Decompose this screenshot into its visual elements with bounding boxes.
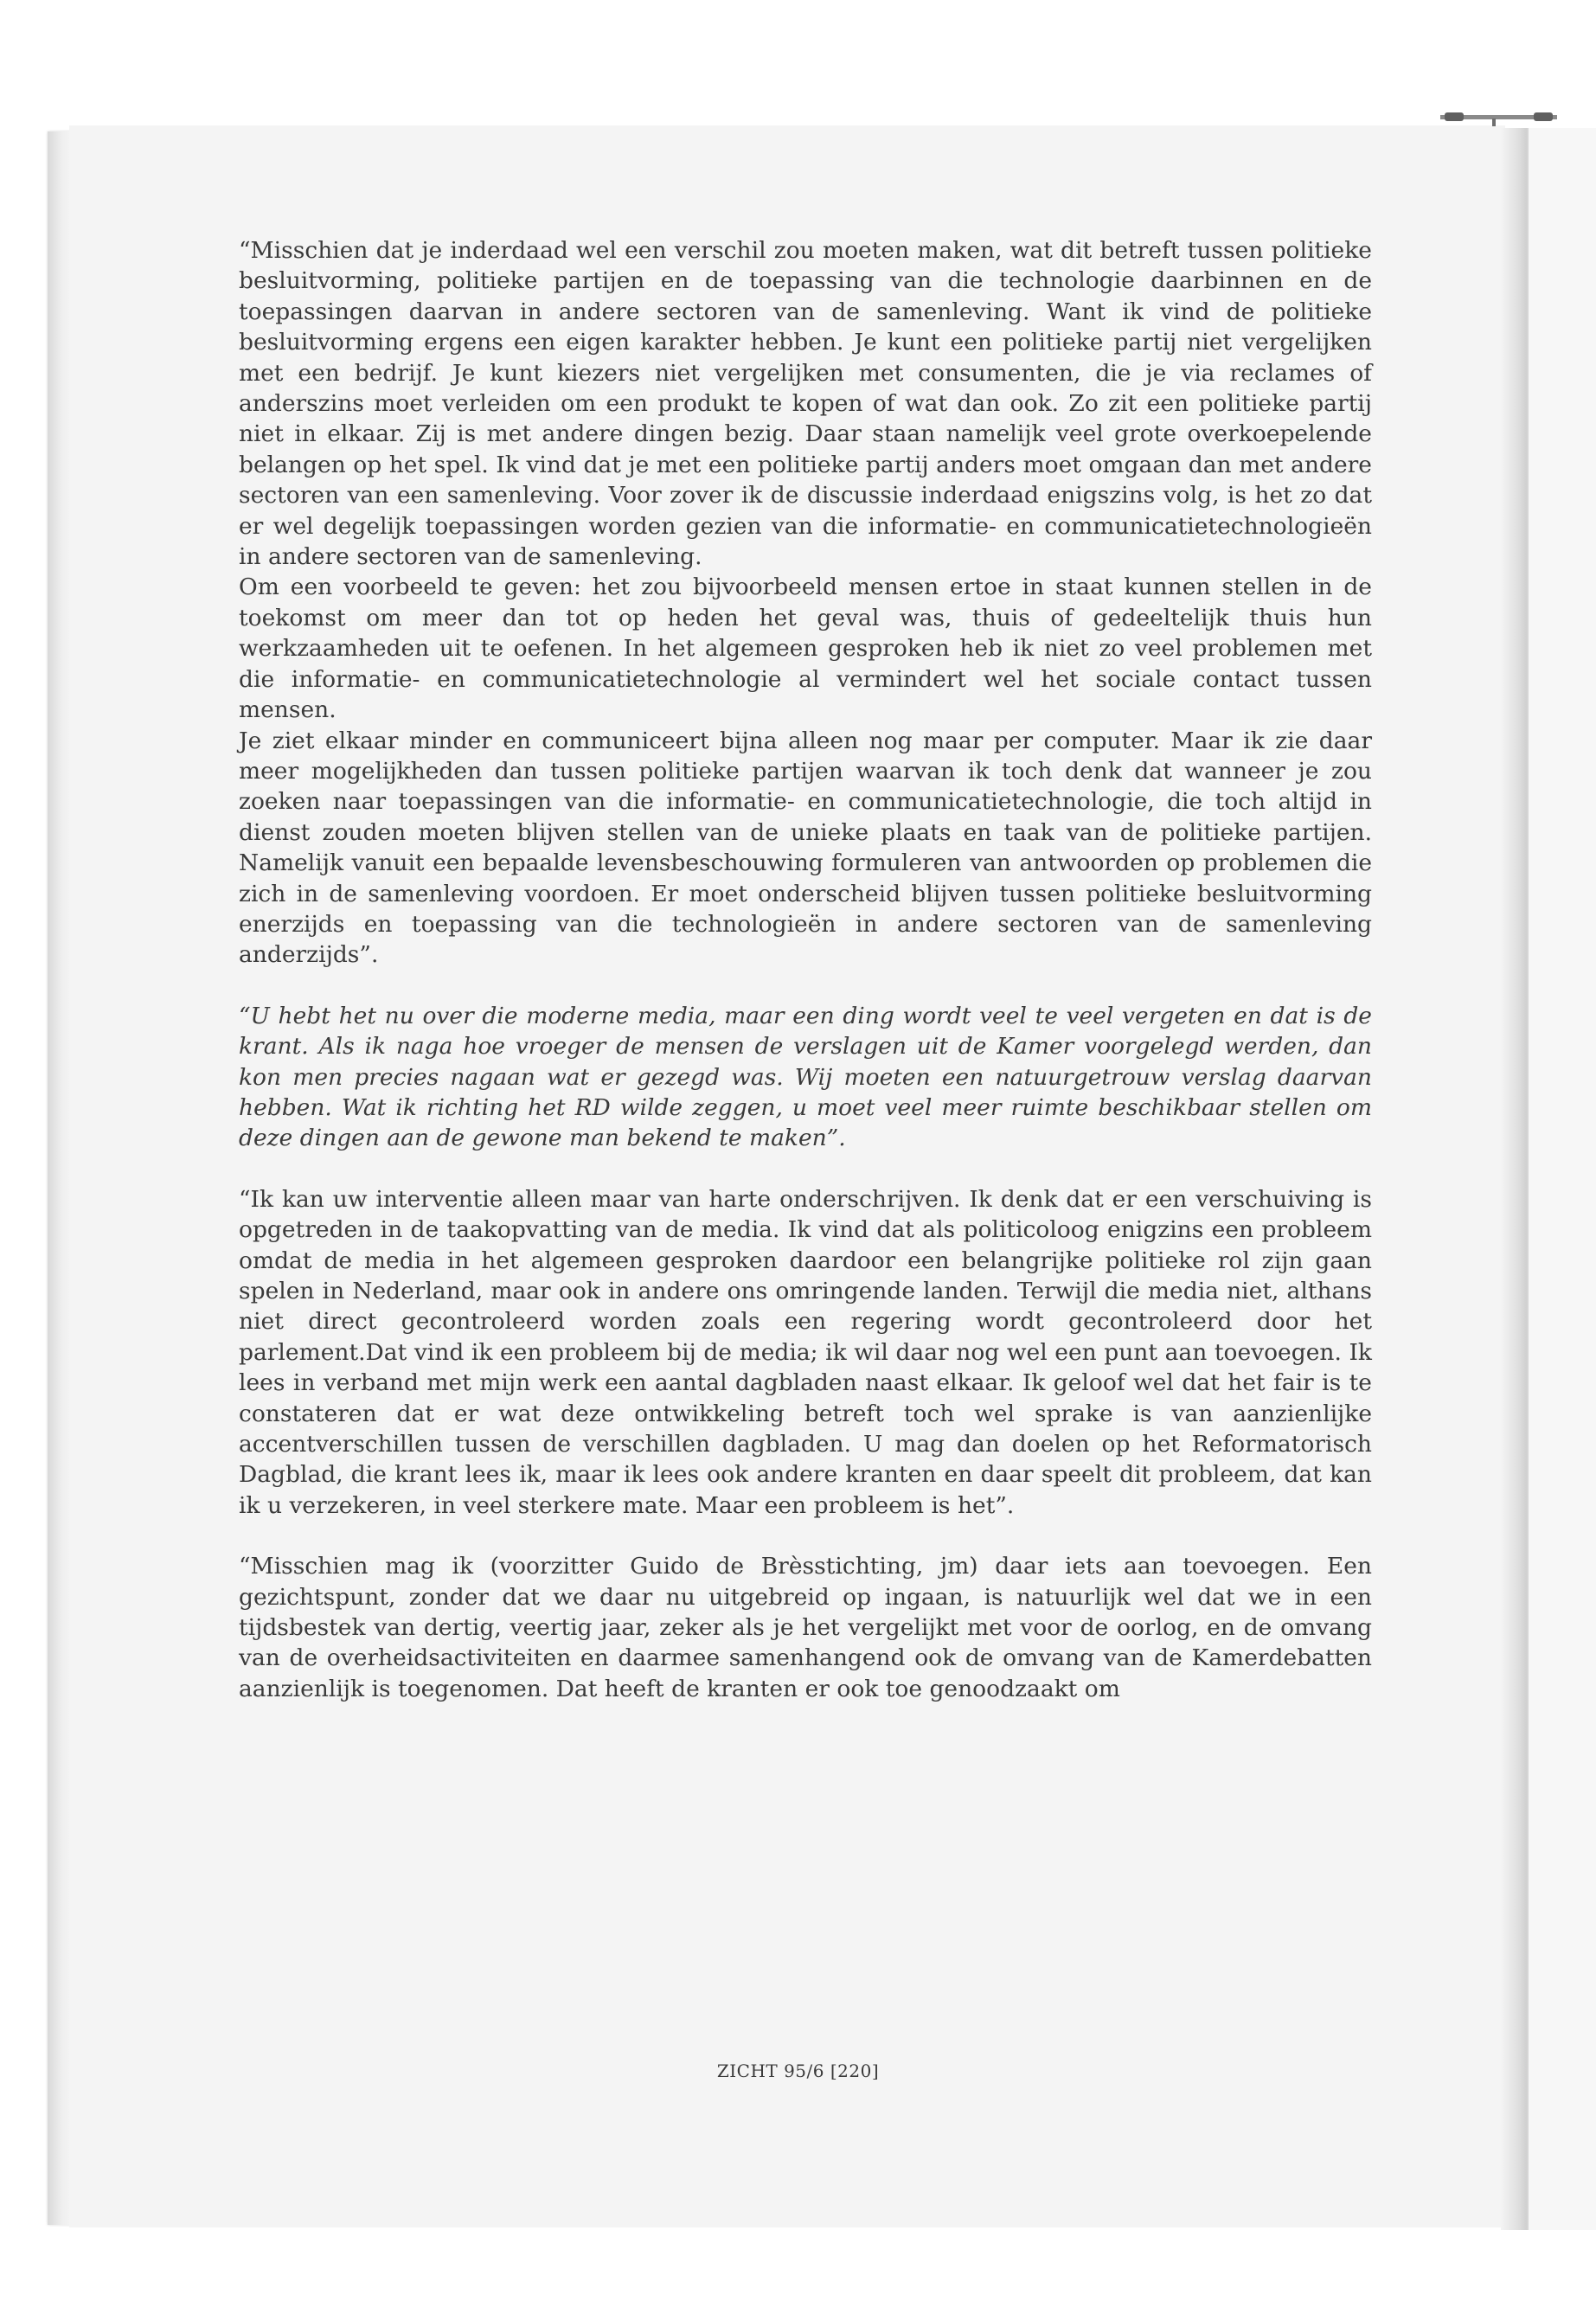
paragraph-4-question: “U hebt het nu over die moderne media, maar een ding wordt veel te veel vergeten en dat is de krant. Als ik naga hoe vroeger de mensen de verslagen uit de Kamer voorgelegd werden, dan kon men precies nagaan wat er gezegd was. Wij moeten een natuurgetrouw verslag daarvan hebben. Wat ik richting het RD wilde zeggen, u moet veel meer ruimte beschikbaar stellen om deze dingen aan de gewone man bekend te maken”. [239, 1002, 1372, 1152]
paragraph-2: Om een voorbeeld te geven: het zou bijvoorbeeld mensen ertoe in staat kunnen stellen in de toekomst om meer dan tot op heden het geval was, thuis of gedeeltelijk thuis hun werkzaamheden uit te oefenen. In het algemeen gesproken heb ik niet zo veel problemen met die informatie- en communicatietechnologie al vermindert wel het sociale contact tussen mensen. [239, 574, 1372, 724]
page-footer: ZICHT 95/6 [220] [716, 2061, 880, 2081]
paragraph-6: “Misschien mag ik (voorzitter Guido de Brèsstichting, jm) daar iets aan toevoegen. Een gezichtspunt, zonder dat we daar nu uitgebreid op ingaan, is natuurlijk wel dat we in een tijdsbestek van dertig, veertig jaar, zeker als je het vergelijkt met voor de oorlog, en de omvang van de overheidsactiviteiten en daarmee samenhangend ook de omvang van de Kamerdebatten aanzienlijk is toegenomen. Dat heeft de kranten er ook toe genoodzaakt om [239, 1553, 1372, 1702]
paragraph-5: “Ik kan uw interventie alleen maar van harte onderschrijven. Ik denk dat er een verschuiving is opgetreden in de taakopvatting van de media. Ik vind dat als politicoloog enigzins een probleem omdat de media in het algemeen gesproken daardoor een belangrijke politieke rol zijn gaan spelen in Nederland, maar ook in andere ons omringende landen. Terwijl die media niet, althans niet direct gecontroleerd worden zoals een regering wordt gecontroleerd door het parlement.Dat vind ik een probleem bij de media; ik wil daar nog wel een punt aan toevoegen. Ik lees in verband met mijn werk een aantal dagbladen naast elkaar. Ik geloof wel dat het fair is te constateren dat er wat deze ontwikkeling betreft toch wel sprake is van aanzienlijke accentverschillen tussen de verschillen dagbladen. U mag dan doelen op het Reformatorisch Dagblad, die krant lees ik, maar ik lees ook andere kranten en daar speelt dit probleem, dat kan ik u verzekeren, in veel sterkere mate. Maar een probleem is het”. [239, 1185, 1372, 1519]
facing-page-edge [1527, 128, 1596, 2230]
spine-shadow [1501, 128, 1527, 2230]
binding-clip-icon [1440, 111, 1557, 126]
page-edges-left [48, 131, 72, 2225]
article-body [239, 235, 1372, 1704]
paragraph-1: “Misschien dat je inderdaad wel een verschil zou moeten maken, wat dit betreft tussen politieke besluitvorming, politieke partijen en de toepassing van die technologie daarbinnen en de toepassingen daarvan in andere sectoren van de samenleving. Want ik vind de politieke besluitvorming ergens een eigen karakter hebben. Je kunt een politieke partij niet vergelijken met een bedrijf. Je kunt kiezers niet vergelijken met consumenten, die je via reclames of anderszins moet verleiden om een produkt te kopen of wat dan ook. Zo zit een politieke partij niet in elkaar. Zij is met andere dingen bezig. Daar staan namelijk veel grote overkoepelende belangen op het spel. Ik vind dat je met een politieke partij anders moet omgaan dan met andere sectoren van een samenleving. Voor zover ik de discussie inderdaad enigszins volg, is het zo dat er wel degelijk toepassingen worden gezien van die informatie- en communicatietechnologieën in andere sectoren van de samenleving. [239, 237, 1372, 571]
paragraph-3: Je ziet elkaar minder en communiceert bijna alleen nog maar per computer. Maar ik zie daar meer mogelijkheden dan tussen politieke partijen waarvan ik toch denk dat wanneer je zou zoeken naar toepassingen van die informatie- en communicatietechnologie, die toch altijd in dienst zouden moeten blijven stellen van de unieke plaats en taak van de politieke partijen. Namelijk vanuit een bepaalde levensbeschouwing formuleren van antwoorden op problemen die zich in de samenleving voordoen. Er moet onderscheid blijven tussen politieke besluitvorming enerzijds en toepassing van die technologieën in andere sectoren van de samenleving anderzijds”. [239, 727, 1372, 969]
